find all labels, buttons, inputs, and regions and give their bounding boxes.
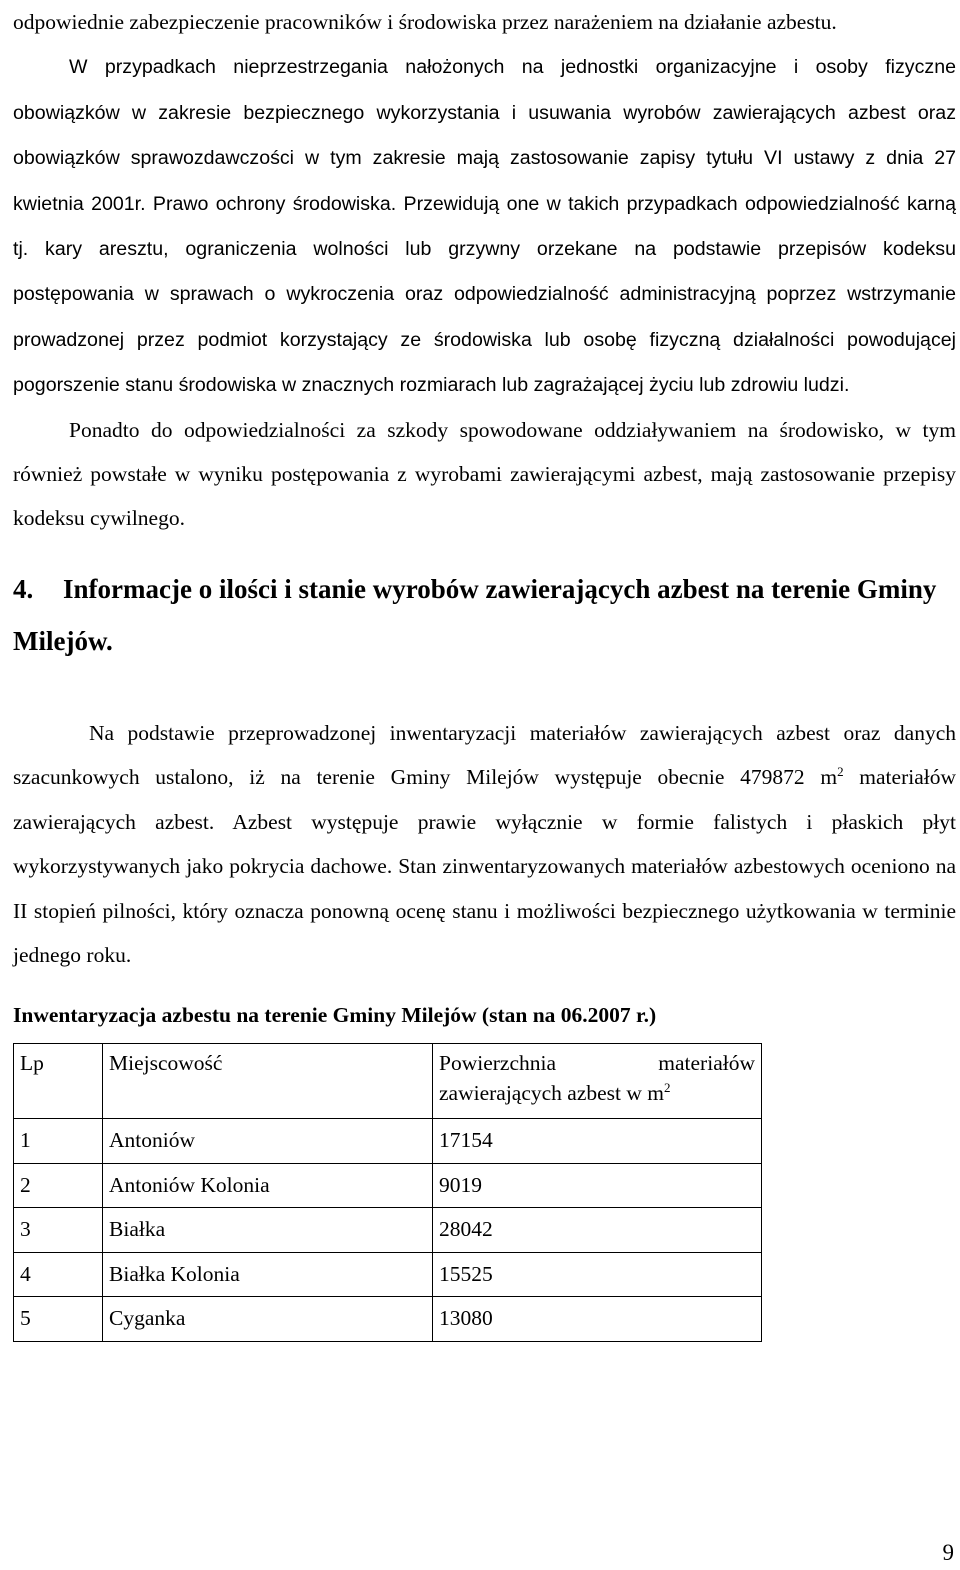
paragraph-inventory (13, 711, 956, 977)
table-header-row (14, 1044, 762, 1119)
header-area (433, 1044, 762, 1119)
cell-area: 28042 (433, 1208, 762, 1253)
header-area-text: Powierzchnia materiałów zawierających azbest w m (439, 1051, 755, 1106)
cell-area: 17154 (433, 1119, 762, 1164)
section-heading (13, 563, 956, 667)
cell-place: Białka Kolonia (103, 1252, 433, 1297)
document-page (13, 0, 956, 1342)
inventory-text-1: Na podstawie przeprowadzonej inwentaryzacji materiałów zawierających azbest oraz danych szacunkowych ustalono, iż na terenie Gminy Milejów występuje obecnie 479872 m (13, 720, 956, 790)
cell-place: Antoniów Kolonia (103, 1163, 433, 1208)
paragraph-civil-code: Ponadto do odpowiedzialności za szkody spowodowane oddziaływaniem na środowisko, w tym również powstałe w wyniku postępowania z wyrobami zawierającymi azbest, mają zastosowanie przepisy kodeksu cywilnego. (13, 417, 956, 531)
cell-area: 9019 (433, 1163, 762, 1208)
cell-place: Cyganka (103, 1297, 433, 1342)
header-lp: Lp (14, 1044, 103, 1119)
cell-lp: 1 (14, 1119, 103, 1164)
inventory-superscript: 2 (837, 764, 844, 780)
cell-place: Białka (103, 1208, 433, 1253)
inventory-text-2: materiałów zawierających azbest. Azbest występuje prawie wyłącznie w formie falistych i płaskich płyt wykorzystywanych jako pokrycia dachowe. Stan zinwentaryzowanych materiałów azbestowych oceniono na II stopień pilności, który oznacza ponowną ocenę stanu i możliwości bezpiecznego użytkowania w terminie jednego roku. (13, 765, 957, 967)
section-title: Informacje o ilości i stanie wyrobów zawierających azbest na terenie Gminy Milejów. (13, 573, 937, 656)
cell-area: 15525 (433, 1252, 762, 1297)
cell-lp: 4 (14, 1252, 103, 1297)
paragraph-continuation: odpowiednie zabezpieczenie pracowników i środowiska przez narażeniem na działanie azbestu. (13, 10, 837, 34)
table-row (14, 1119, 762, 1164)
cell-lp: 3 (14, 1208, 103, 1253)
page-number: 9 (942, 1540, 954, 1565)
section-number: 4. (13, 573, 34, 604)
header-area-superscript: 2 (664, 1080, 671, 1096)
table-row (14, 1163, 762, 1208)
cell-place: Antoniów (103, 1119, 433, 1164)
cell-lp: 2 (14, 1163, 103, 1208)
cell-area: 13080 (433, 1297, 762, 1342)
paragraph-liability-text: W przypadkach nieprzestrzegania nałożonych na jednostki organizacyjne i osoby fizyczne obowiązków w zakresie bezpiecznego wykorzystania i usuwania wyrobów zawierających azbest oraz obowiązków sprawozdawczości w tym zakresie mają zastosowanie zapisy tytułu VI ustawy z dnia 27 kwietnia 2001r. Prawo ochrony środowiska. Przewidują one w takich przypadkach odpowiedzialność karną tj. kary aresztu, ograniczenia wolności lub grzywny orzekane na podstawie przepisów kodeksu postępowania w sprawach o wykroczenia oraz odpowiedzialność administracyjną poprzez wstrzymanie prowadzonej przez podmiot korzystający ze środowiska lub osobę fizyczną działalności powodującej pogorszenie stanu środowiska w znacznych rozmiarach lub zagrażającej życiu lub zdrowiu ludzi. (13, 56, 956, 397)
cell-lp: 5 (14, 1297, 103, 1342)
table-row (14, 1297, 762, 1342)
table-title: Inwentaryzacja azbestu na terenie Gminy Milejów (stan na 06.2007 r.) (13, 1003, 657, 1028)
table-row (14, 1252, 762, 1297)
table-row (14, 1208, 762, 1253)
header-place: Miejscowość (103, 1044, 433, 1119)
inventory-table (13, 1043, 762, 1342)
paragraph-liability (13, 44, 956, 407)
